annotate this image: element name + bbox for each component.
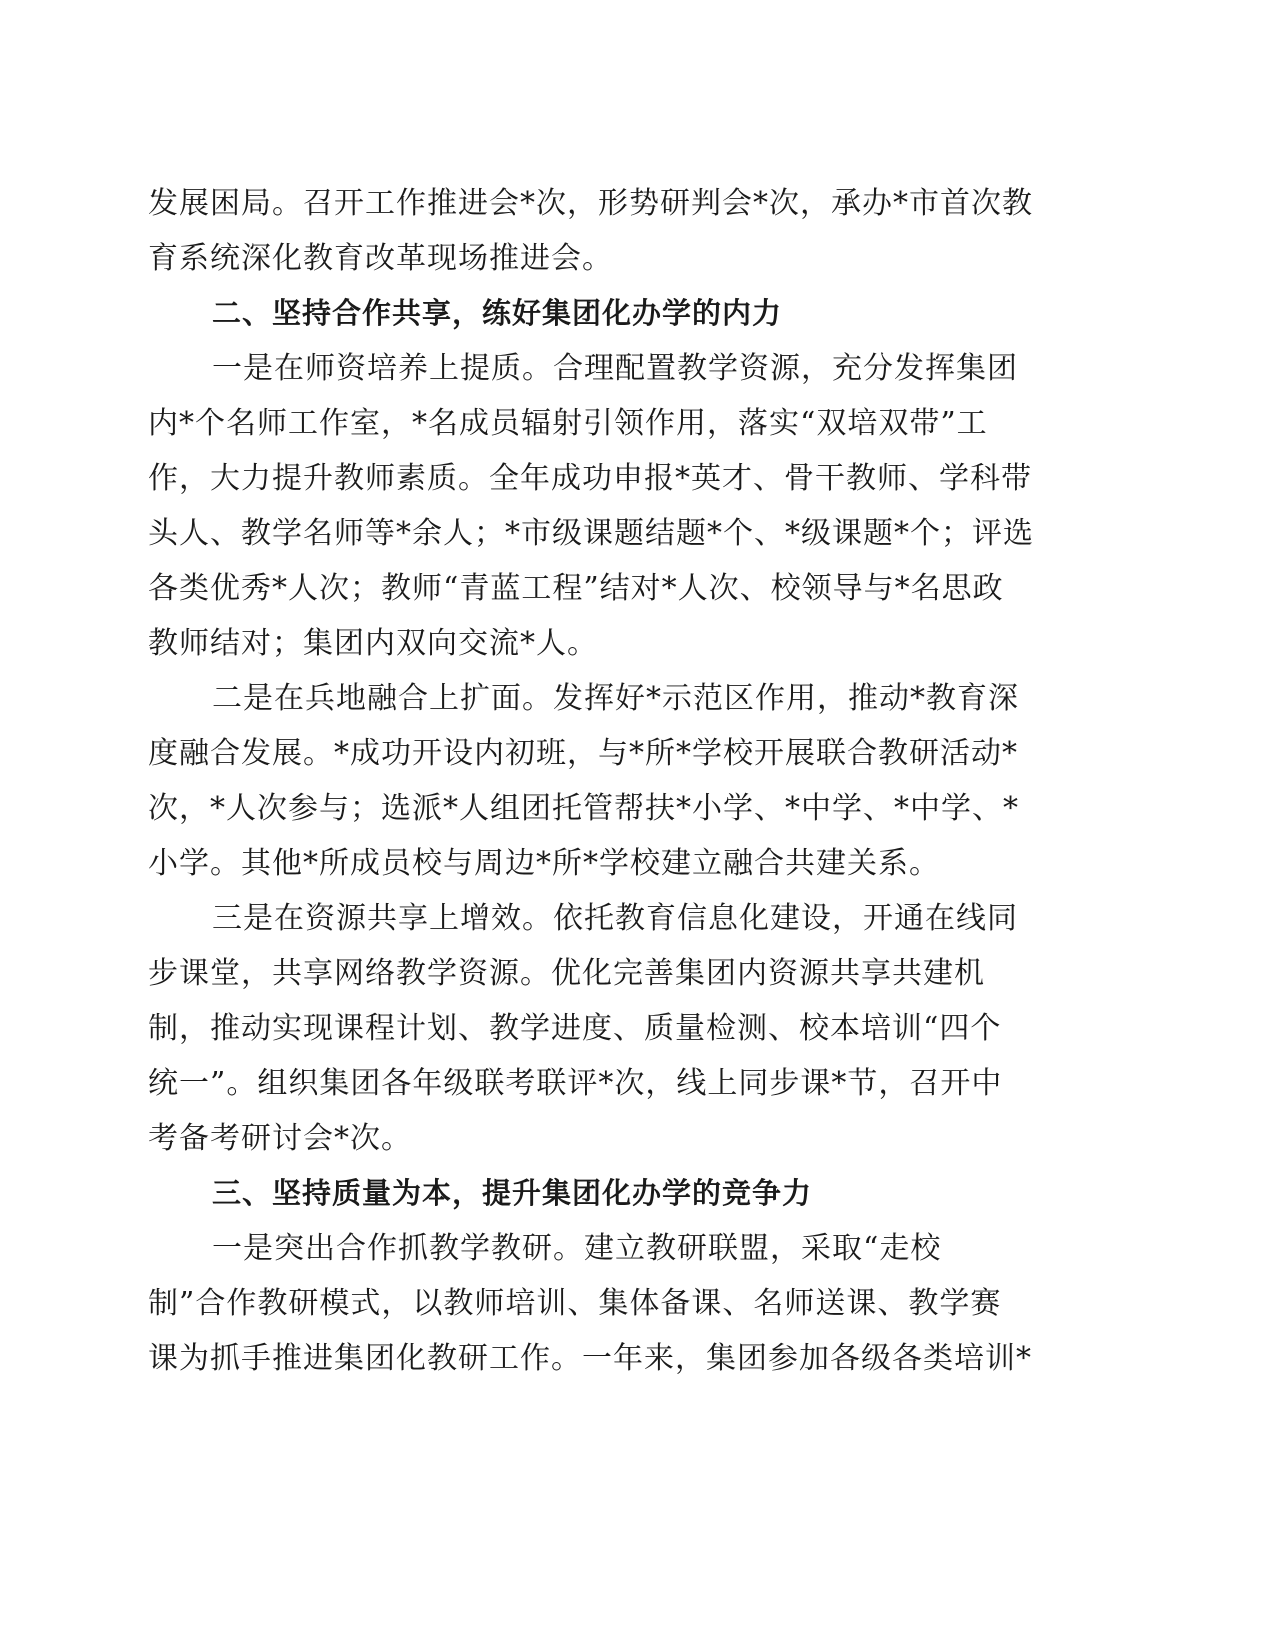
paragraph-line: 课为抓手推进集团化教研工作。一年来，集团参加各级各类培训*	[148, 1341, 1032, 1376]
paragraph-line: 小学。其他*所成员校与周边*所*学校建立融合共建关系。	[148, 846, 940, 881]
paragraph-line: 次，*人次参与；选派*人组团托管帮扶*小学、*中学、*中学、*	[148, 791, 1019, 826]
paragraph-line: 制，推动实现课程计划、教学进度、质量检测、校本培训“四个	[148, 1011, 1002, 1046]
document-page	[148, 176, 1108, 1386]
paragraph-line: 统一”。组织集团各年级联考联评*次，线上同步课*节，召开中	[148, 1066, 1003, 1101]
body-paragraph	[148, 1221, 1108, 1386]
paragraph-line: 制”合作教研模式，以教师培训、集体备课、名师送课、教学赛	[148, 1286, 1002, 1321]
paragraph-line: 三是在资源共享上增效。依托教育信息化建设，开通在线同	[212, 901, 1018, 936]
paragraph-line: 度融合发展。*成功开设内初班，与*所*学校开展联合教研活动*	[148, 736, 1018, 771]
body-paragraph	[148, 341, 1108, 671]
paragraph-line: 考备考研讨会*次。	[148, 1121, 412, 1156]
paragraph-line: 作，大力提升教师素质。全年成功申报*英才、骨干教师、学科带	[148, 461, 1032, 496]
paragraph-line: 各类优秀*人次；教师“青蓝工程”结对*人次、校领导与*名思政	[148, 571, 1004, 606]
body-paragraph	[148, 176, 1108, 286]
section-heading: 二、坚持合作共享，练好集团化办学的内力	[212, 296, 783, 330]
paragraph-line: 一是在师资培养上提质。合理配置教学资源，充分发挥集团	[212, 351, 1018, 386]
paragraph-line: 头人、教学名师等*余人；*市级课题结题*个、*级课题*个；评选	[148, 516, 1034, 551]
paragraph-line: 二是在兵地融合上扩面。发挥好*示范区作用，推动*教育深	[212, 681, 1019, 716]
paragraph-line: 步课堂，共享网络教学资源。优化完善集团内资源共享共建机	[148, 956, 985, 991]
paragraph-line: 教师结对；集团内双向交流*人。	[148, 626, 598, 661]
body-paragraph	[148, 891, 1108, 1166]
section-heading: 三、坚持质量为本，提升集团化办学的竞争力	[212, 1176, 813, 1210]
body-paragraph	[148, 671, 1108, 891]
paragraph-line: 育系统深化教育改革现场推进会。	[148, 241, 613, 276]
paragraph-line: 发展困局。召开工作推进会*次，形势研判会*次，承办*市首次教	[148, 186, 1033, 221]
paragraph-line: 内*个名师工作室，*名成员辐射引领作用，落实“双培双带”工	[148, 406, 988, 441]
paragraph-line: 一是突出合作抓教学教研。建立教研联盟，采取“走校	[212, 1231, 942, 1266]
